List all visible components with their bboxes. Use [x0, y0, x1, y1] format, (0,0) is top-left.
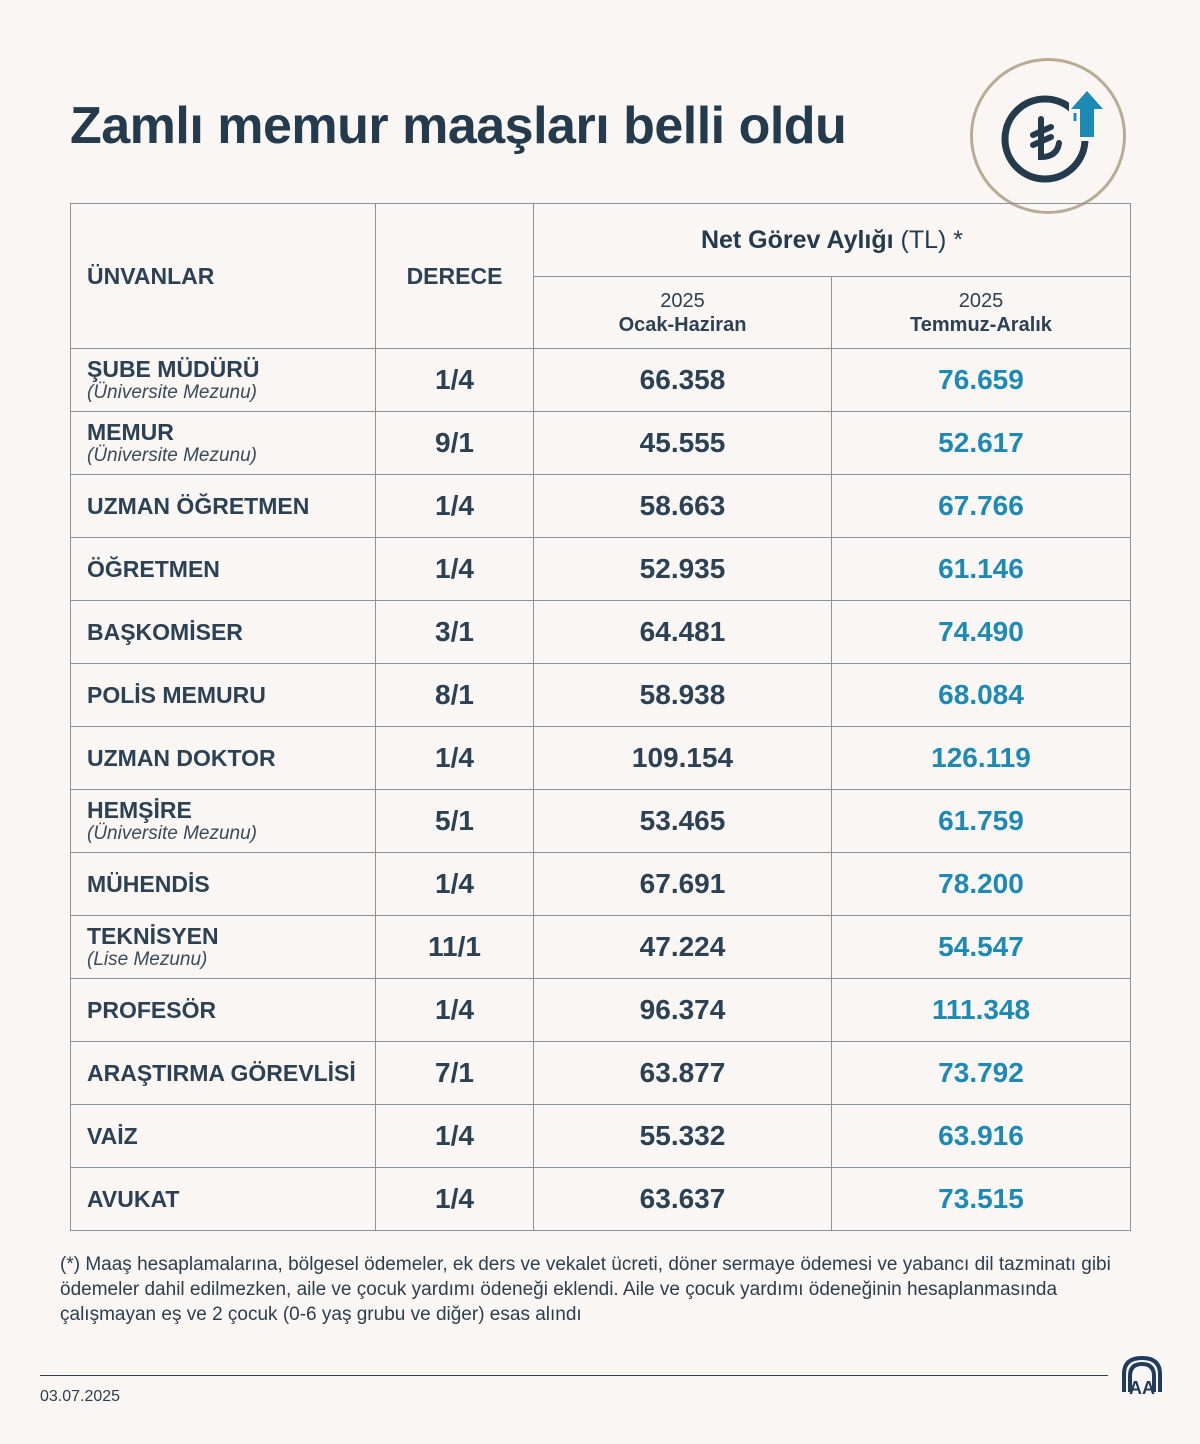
footnote-text: Maaş hesaplamalarına, bölgesel ödemeler, ek ders ve vekalet ücreti, döner sermaye ödemesi ve yabancı dil tazminatı gibi ödemeler dahil edilmezken, aile ve çocuk yardımı ödeneği eklendi. Aile ve çocuk yardımı ödeneğinin hesaplanmasında çalışmayan eş ve 2 çocuk (0-6 yaş grubu ve diğer) esas alındı — [60, 1254, 1111, 1325]
table-row — [71, 979, 1131, 1042]
table-row — [71, 664, 1131, 727]
derece-cell: 9/1 — [376, 412, 534, 475]
table-row — [71, 727, 1131, 790]
column-header-first-half — [534, 277, 832, 349]
first-half-value: 52.935 — [534, 538, 832, 601]
title-note: (Lise Mezunu) — [87, 949, 208, 970]
title-name: HEMŞİRE — [87, 797, 192, 823]
table-row — [71, 349, 1131, 412]
column-header-units: ÜNVANLAR — [71, 204, 376, 349]
title-cell — [71, 1042, 376, 1105]
title-note: (Üniversite Mezunu) — [87, 823, 257, 844]
first-half-value: 58.938 — [534, 664, 832, 727]
title-cell — [71, 790, 376, 853]
table-row — [71, 1168, 1131, 1231]
second-half-value: 74.490 — [832, 601, 1131, 664]
second-half-value: 54.547 — [832, 916, 1131, 979]
second-half-value: 73.515 — [832, 1168, 1131, 1231]
first-half-value: 66.358 — [534, 349, 832, 412]
table-row — [71, 601, 1131, 664]
derece-cell: 7/1 — [376, 1042, 534, 1105]
second-half-value: 52.617 — [832, 412, 1131, 475]
column-header-second-half — [832, 277, 1131, 349]
second-half-value: 111.348 — [832, 979, 1131, 1042]
second-half-value: 126.119 — [832, 727, 1131, 790]
derece-cell: 1/4 — [376, 979, 534, 1042]
derece-cell: 5/1 — [376, 790, 534, 853]
title-cell — [71, 349, 376, 412]
derece-cell: 3/1 — [376, 601, 534, 664]
lira-badge — [970, 58, 1126, 214]
title-cell — [71, 1105, 376, 1168]
second-half-value: 78.200 — [832, 853, 1131, 916]
net-salary-label: Net Görev Aylığı — [700, 225, 894, 254]
footnote — [60, 1252, 1120, 1327]
title-name: AVUKAT — [87, 1186, 180, 1212]
second-half-period: Temmuz-Aralık — [910, 313, 1052, 336]
first-half-value: 53.465 — [534, 790, 832, 853]
second-half-value: 61.759 — [832, 790, 1131, 853]
table-row — [71, 475, 1131, 538]
derece-cell: 1/4 — [376, 349, 534, 412]
second-half-value: 76.659 — [832, 349, 1131, 412]
net-salary-unit: (TL) * — [893, 225, 964, 254]
derece-cell: 1/4 — [376, 1105, 534, 1168]
column-header-net-salary — [534, 204, 1131, 277]
second-half-value: 61.146 — [832, 538, 1131, 601]
title-name: MEMUR — [87, 419, 174, 445]
second-half-year: 2025 — [958, 289, 1004, 312]
first-half-value: 63.877 — [534, 1042, 832, 1105]
table-row — [71, 916, 1131, 979]
title-name: ARAŞTIRMA GÖREVLİSİ — [87, 1060, 356, 1086]
aa-logo-graphic — [1118, 1352, 1166, 1400]
table-row — [71, 1105, 1131, 1168]
title-name: MÜHENDİS — [87, 871, 210, 897]
table-row — [71, 853, 1131, 916]
table-row — [71, 412, 1131, 475]
title-cell — [71, 412, 376, 475]
first-half-value: 67.691 — [534, 853, 832, 916]
first-half-value: 63.637 — [534, 1168, 832, 1231]
title-cell — [71, 1168, 376, 1231]
title-name: UZMAN ÖĞRETMEN — [87, 493, 310, 519]
page-title: Zamlı memur maaşları belli oldu — [70, 97, 847, 155]
second-half-value: 68.084 — [832, 664, 1131, 727]
salary-table — [70, 203, 1131, 1231]
second-half-value: 63.916 — [832, 1105, 1131, 1168]
title-note: (Üniversite Mezunu) — [87, 382, 257, 403]
title-cell — [71, 538, 376, 601]
second-half-value: 73.792 — [832, 1042, 1131, 1105]
title-name: BAŞKOMİSER — [87, 619, 243, 645]
title-cell — [71, 601, 376, 664]
derece-cell: 1/4 — [376, 853, 534, 916]
title-name: ŞUBE MÜDÜRÜ — [87, 356, 260, 382]
title-name: TEKNİSYEN — [87, 923, 219, 949]
title-name: ÖĞRETMEN — [87, 556, 220, 582]
title-cell — [71, 853, 376, 916]
derece-cell: 8/1 — [376, 664, 534, 727]
title-name: PROFESÖR — [87, 997, 217, 1023]
publish-date: 03.07.2025 — [40, 1388, 121, 1405]
table-row — [71, 538, 1131, 601]
lira-up-arrow-icon — [973, 61, 1123, 211]
aa-logo-icon — [1118, 1352, 1166, 1405]
title-cell — [71, 979, 376, 1042]
second-half-value: 67.766 — [832, 475, 1131, 538]
derece-cell: 11/1 — [376, 916, 534, 979]
title-name: UZMAN DOKTOR — [87, 745, 276, 771]
title-cell — [71, 475, 376, 538]
aa-logo-text: AA — [1129, 1378, 1155, 1398]
first-half-period: Ocak-Haziran — [618, 313, 747, 336]
first-half-value: 45.555 — [534, 412, 832, 475]
derece-cell: 1/4 — [376, 727, 534, 790]
title-cell — [71, 916, 376, 979]
title-name: POLİS MEMURU — [87, 682, 266, 708]
first-half-value: 64.481 — [534, 601, 832, 664]
table-row — [71, 1042, 1131, 1105]
first-half-value: 55.332 — [534, 1105, 832, 1168]
derece-cell: 1/4 — [376, 538, 534, 601]
footnote-mark: (*) — [60, 1254, 81, 1275]
first-half-value: 109.154 — [534, 727, 832, 790]
first-half-year: 2025 — [660, 289, 705, 312]
first-half-value: 96.374 — [534, 979, 832, 1042]
title-note: (Üniversite Mezunu) — [87, 445, 257, 466]
title-cell — [71, 727, 376, 790]
derece-cell: 1/4 — [376, 1168, 534, 1231]
title-name: VAİZ — [87, 1123, 138, 1149]
column-header-derece: DERECE — [376, 204, 534, 349]
derece-cell: 1/4 — [376, 475, 534, 538]
first-half-value: 58.663 — [534, 475, 832, 538]
footer-divider — [40, 1375, 1108, 1376]
title-cell — [71, 664, 376, 727]
first-half-value: 47.224 — [534, 916, 832, 979]
table-row — [71, 790, 1131, 853]
